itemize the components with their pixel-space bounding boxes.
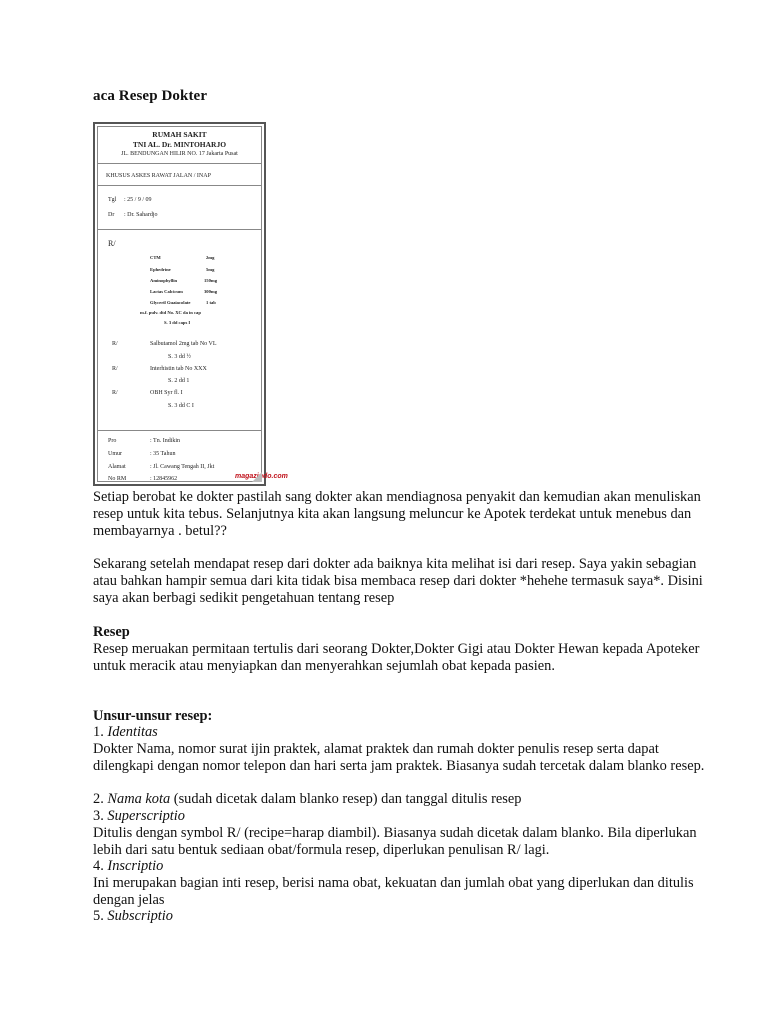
address-value: : Jl. Cawang Tengah II, Jkt bbox=[150, 464, 215, 470]
list-item-subscriptio bbox=[93, 908, 713, 925]
list-item-inscriptio bbox=[93, 858, 713, 875]
age-value: : 35 Tahun bbox=[150, 451, 176, 457]
age-label: Umur bbox=[108, 451, 122, 457]
doctor-label: Dr bbox=[108, 212, 115, 218]
hospital-address: JL. BENDUNGAN HILIR NO. 17 Jakarta Pusat bbox=[121, 151, 238, 157]
item-title: Subscriptio bbox=[107, 908, 173, 924]
askes-label: KHUSUS ASKES RAWAT JALAN / INAP bbox=[106, 173, 211, 179]
drug-dose: 300mg bbox=[204, 289, 218, 294]
identitas-text: Dokter Nama, nomor surat ijin praktek, alamat praktek dan rumah dokter penulis resep serta dapat dilengkapi dengan nomor telepon dan hari serta jam praktek. Biasanya sudah tercetak dalam blanko resep. bbox=[93, 741, 705, 774]
patient-label: Pro bbox=[108, 438, 117, 444]
resep-definition: Resep meruakan permitaan tertulis dari seorang Dokter,Dokter Gigi atau Dokter Hewan kepada Apoteker untuk meracik atau menyiapkan dan menyerahkan sejumlah obat kepada pasien. bbox=[93, 641, 700, 674]
doctor-value: : Dr. Sahardjo bbox=[124, 212, 158, 218]
item-title: Inscriptio bbox=[107, 858, 164, 874]
resep-heading: Resep bbox=[93, 624, 130, 640]
page-curl bbox=[252, 472, 262, 482]
item-title: Identitas bbox=[107, 724, 158, 740]
drug-name: Glyceril Guaiacolate bbox=[150, 300, 191, 305]
drug-dose: 5mg bbox=[206, 267, 215, 272]
watermark-text: magazindo.com bbox=[235, 473, 288, 480]
drug-dose: 2mg bbox=[206, 255, 215, 260]
drug-line: Salbutamol 2mg tab No VL bbox=[150, 341, 217, 347]
drug-name: Aminophyllin bbox=[150, 278, 178, 283]
prescription-frame bbox=[97, 126, 262, 482]
divider bbox=[98, 163, 261, 164]
drug-name: CTM bbox=[150, 255, 161, 260]
list-item-identitas bbox=[93, 724, 713, 741]
unsur-heading: Unsur-unsur resep: bbox=[93, 708, 213, 724]
divider bbox=[98, 229, 261, 230]
drug-dose: 150mg bbox=[204, 278, 218, 283]
item-number: 3. bbox=[93, 808, 104, 824]
hospital-name-line1: RUMAH SAKIT bbox=[152, 130, 207, 139]
signa-line: S. 3 dd C I bbox=[168, 403, 194, 409]
list-item-superscriptio bbox=[93, 808, 713, 825]
address-label: Alamat bbox=[108, 464, 126, 470]
item-number: 1. bbox=[93, 724, 104, 740]
signa-line: S. 2 dd 1 bbox=[168, 378, 190, 384]
date-label: Tgl bbox=[108, 197, 117, 203]
superscriptio-text: Ditulis dengan symbol R/ (recipe=harap diambil). Biasanya sudah dicetak dalam blanko. Bila diperlukan lebih dari satu bentuk sediaan obat/formula resep, diperlukan penulisan R/ lagi. bbox=[93, 825, 697, 858]
date-value: : 25 / 9 / 09 bbox=[124, 197, 152, 203]
item-number: 2. bbox=[93, 791, 104, 807]
drug-line: OBH Syr fl. I bbox=[150, 390, 183, 396]
medical-record-label: No RM bbox=[108, 476, 127, 482]
item-number: 5. bbox=[93, 908, 104, 924]
divider bbox=[98, 185, 261, 186]
drug-dose: 1 tab bbox=[206, 300, 216, 305]
rx-symbol: R/ bbox=[112, 341, 118, 347]
item-title: Superscriptio bbox=[107, 808, 185, 824]
item-text: (sudah dicetak dalam blanko resep) dan tanggal ditulis resep bbox=[173, 791, 522, 807]
inscriptio-text: Ini merupakan bagian inti resep, berisi nama obat, kekuatan dan jumlah obat yang diperlukan dan ditulis dengan jelas bbox=[93, 875, 694, 908]
drug-name: Ephedrine bbox=[150, 267, 171, 272]
rx-symbol: R/ bbox=[108, 239, 116, 248]
second-paragraph: Sekarang setelah mendapat resep dari dokter ada baiknya kita melihat isi dari resep. Saya yakin sebagian atau bahkan hampir semua dari kita tidak bisa membaca resep dari dokter *hehehe termasuk saya*. Disini saya akan berbagi sedikit pengetahuan tentang resep bbox=[93, 556, 703, 606]
patient-value: : Tn. Indikin bbox=[150, 438, 181, 444]
drug-name: Lactas Calcicum bbox=[150, 289, 183, 294]
signa-line: S. 3 dd ½ bbox=[168, 354, 191, 360]
list-item-nama-kota bbox=[93, 791, 713, 808]
prescription-image bbox=[93, 122, 288, 486]
item-title: Nama kota bbox=[107, 791, 171, 807]
signa-line: S. 3 dd caps I bbox=[164, 320, 191, 325]
rx-symbol: R/ bbox=[112, 366, 118, 372]
hospital-name-line2: TNI AL. Dr. MINTOHARJO bbox=[132, 140, 227, 149]
mf-line: m.f. pulv. dtd No. XC da in cap bbox=[140, 310, 201, 315]
medical-record-value: : 12845962 bbox=[150, 476, 178, 482]
page-title: aca Resep Dokter bbox=[93, 88, 208, 104]
drug-line: Interhistin tab No XXX bbox=[150, 366, 207, 372]
item-number: 4. bbox=[93, 858, 104, 874]
divider bbox=[98, 430, 261, 431]
rx-symbol: R/ bbox=[112, 390, 118, 396]
intro-paragraph: Setiap berobat ke dokter pastilah sang dokter akan mendiagnosa penyakit dan kemudian akan menuliskan resep untuk kita tebus. Selanjutnya kita akan langsung meluncur ke Apotek terdekat untuk menebus dan membayarnya . betul?? bbox=[93, 489, 701, 539]
